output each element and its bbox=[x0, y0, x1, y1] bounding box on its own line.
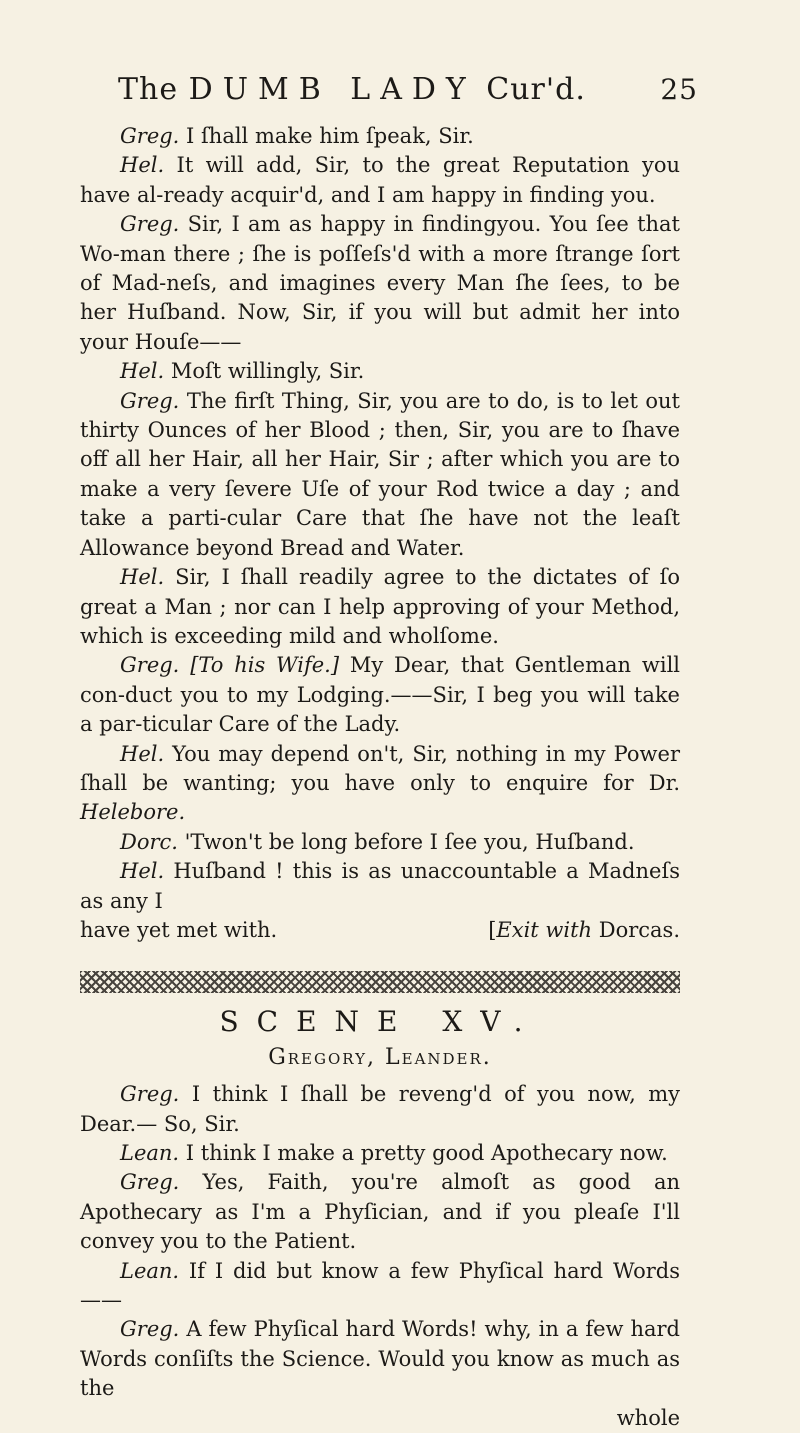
title-suffix: Cur'd. bbox=[486, 72, 586, 107]
italic-name: Helebore. bbox=[80, 800, 186, 825]
speech-text: 'Twon't be long before I ſee you, Huſband. bbox=[177, 829, 635, 854]
exit-line-text: have yet met with. bbox=[80, 917, 278, 942]
exit-word: Exit with bbox=[496, 917, 593, 942]
catchword: whole bbox=[616, 1405, 680, 1430]
speaker-name: Greg. bbox=[120, 124, 180, 148]
dialogue-paragraph bbox=[80, 1168, 680, 1256]
dialogue-paragraph bbox=[80, 857, 680, 916]
speaker-name: Greg. bbox=[120, 388, 180, 413]
speaker-name: Dorc. bbox=[120, 829, 178, 854]
speech-text: I think I make a pretty good Apothecary now. bbox=[179, 1141, 668, 1165]
dialogue-paragraph bbox=[80, 563, 680, 651]
page-body bbox=[80, 122, 680, 1433]
speaker-name: Greg. bbox=[120, 653, 180, 678]
speaker-name: Hel. bbox=[120, 565, 165, 590]
dialogue-paragraph bbox=[80, 1315, 680, 1403]
dialogue-paragraph bbox=[80, 151, 680, 210]
dialogue-paragraph bbox=[80, 1257, 680, 1316]
dialogue-paragraph bbox=[80, 210, 680, 357]
speech-text: Sir, I ſhall readily agree to the dictates of ſo great a Man ; nor can I help approving of your Method, which is exceeding mild and wholſome. bbox=[80, 565, 680, 648]
scene-cast: Gregory, Leander. bbox=[268, 1044, 492, 1070]
speech-text: Huſband ! this is as unaccountable a Madneſs as any I bbox=[80, 859, 680, 913]
running-title bbox=[118, 72, 586, 107]
speaker-name: Greg. bbox=[120, 1082, 180, 1107]
speaker-name: Greg. bbox=[120, 1170, 180, 1195]
speech-text: Sir, I am as happy in findingyou. You ſee that Wo-man there ; ſhe is poſſeſs'd with a more ſtrange ſort of Mad-neſs, and imagines every Man ſhe ſees, to be her Huſband. Now, Sir, if you will but admit her into your Houſe—— bbox=[80, 212, 680, 354]
dialogue-paragraph bbox=[80, 740, 680, 828]
speech-text: The firſt Thing, Sir, you are to do, is to let out thirty Ounces of her Blood ; then, Sir, you are to ſhave off all her Hair, all her Hair, Sir ; after which you are to make a very ſevere Uſe of your Rod twice a day ; and take a parti-cular Care that ſhe have not the leaſt Allowance beyond Bread and Water. bbox=[80, 388, 680, 560]
page-number: 25 bbox=[660, 73, 698, 106]
ornamental-rule bbox=[80, 971, 680, 993]
speech-text: I ſhall make him ſpeak, Sir. bbox=[179, 124, 474, 148]
speech-text: My Dear, that Gentleman will con-duct you to my Lodging.——Sir, I beg you will take a par-ticular Care of the Lady. bbox=[80, 653, 681, 737]
dialogue-paragraph bbox=[80, 387, 680, 563]
running-header bbox=[118, 72, 698, 107]
dialogue-paragraph bbox=[80, 651, 680, 739]
speech-text: Yes, Faith, you're almoſt as good an Apothecary as I'm a Phyſician, and if you pleaſe I'll convey you to the Patient. bbox=[80, 1170, 680, 1254]
stage-direction: [To his Wife.] bbox=[179, 653, 340, 678]
dialogue-paragraph bbox=[80, 1080, 680, 1139]
speaker-name: Hel. bbox=[120, 741, 165, 766]
scene-heading: SCENE XV. bbox=[219, 1005, 541, 1039]
title-caps: DUMB LADY bbox=[188, 72, 476, 107]
dialogue-before bbox=[80, 122, 680, 916]
speaker-name: Lean. bbox=[120, 1141, 180, 1165]
dialogue-paragraph bbox=[80, 828, 680, 857]
exit-direction bbox=[488, 916, 680, 945]
exit-line bbox=[80, 916, 680, 945]
speech-text: If I did but know a few Phyſical hard Words —— bbox=[80, 1258, 680, 1313]
exit-who: Dorcas. bbox=[592, 917, 680, 942]
speaker-name: Hel. bbox=[120, 859, 165, 884]
dialogue-paragraph bbox=[80, 122, 680, 151]
speaker-name: Hel. bbox=[120, 359, 165, 384]
dialogue-after bbox=[80, 1080, 680, 1403]
dialogue-paragraph bbox=[80, 357, 680, 386]
speaker-name: Lean. bbox=[120, 1258, 180, 1283]
speech-text: Moſt willingly, Sir. bbox=[164, 359, 365, 384]
speaker-name: Greg. bbox=[120, 1317, 180, 1342]
speaker-name: Greg. bbox=[120, 212, 180, 237]
speech-text: It will add, Sir, to the great Reputation you have al-ready acquir'd, and I am happy in finding you. bbox=[80, 153, 680, 207]
speech-text: A few Phyſical hard Words! why, in a few hard Words conſiſts the Science. Would you know as much as the bbox=[80, 1317, 680, 1401]
dialogue-paragraph bbox=[80, 1139, 680, 1168]
speaker-name: Hel. bbox=[120, 153, 165, 178]
exit-bracket: [ bbox=[488, 917, 497, 942]
speech-text: I think I ſhall be reveng'd of you now, my Dear.— So, Sir. bbox=[80, 1082, 680, 1136]
speech-text: You may depend on't, Sir, nothing in my Power ſhall be wanting; you have only to enquire for Dr. bbox=[80, 741, 680, 795]
title-prefix: The bbox=[118, 72, 179, 107]
